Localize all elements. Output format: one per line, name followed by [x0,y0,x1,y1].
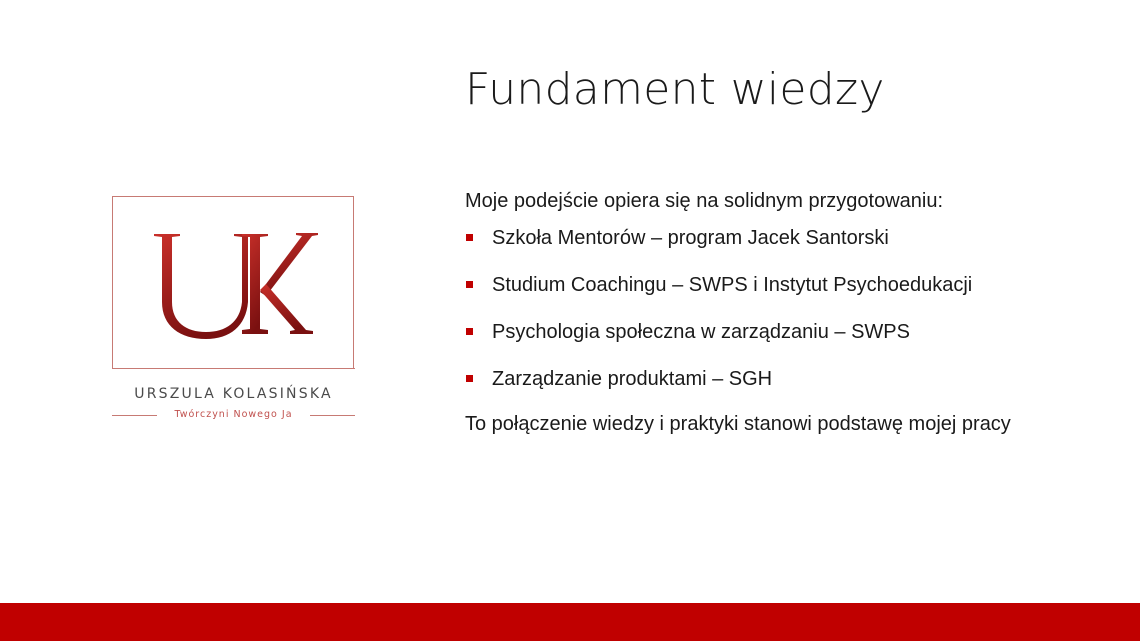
slide-content [465,187,1065,438]
logo-tagline: Twórczyni Nowego Ja [174,409,293,420]
monogram-letter-k-leg [260,284,313,334]
logo-monogram [150,222,320,342]
bullet-square-icon [466,375,473,382]
bullet-square-icon [466,234,473,241]
monogram-letter-k-arm [260,233,318,296]
bullet-square-icon [466,281,473,288]
list-item [465,271,1065,318]
logo-tagline-row [112,409,355,421]
tagline-rule-right [310,415,355,416]
slide-title: Fundament wiedzy [465,64,885,115]
bullet-text: Studium Coachingu – SWPS i Instytut Psychoedukacji [492,274,973,296]
bullet-text: Szkoła Mentorów – program Jacek Santorski [492,227,889,249]
footer-band [0,603,1140,641]
bullet-text: Zarządzanie produktami – SGH [492,368,773,390]
outro-text: To połączenie wiedzy i praktyki stanowi podstawę mojej pracy [465,413,1011,435]
list-item [465,224,1065,271]
brand-logo [112,196,355,419]
intro-text: Moje podejście opiera się na solidnym przygotowaniu: [465,190,944,212]
list-item [465,318,1065,365]
list-item [465,365,1065,412]
monogram-letter-u [154,234,254,339]
bullet-list [465,224,1065,412]
logo-divider [112,368,355,369]
bullet-text: Psychologia społeczna w zarządzaniu – SWPS [492,321,910,343]
logo-name: URSZULA KOLASIŃSKA [134,386,333,402]
bullet-square-icon [466,328,473,335]
